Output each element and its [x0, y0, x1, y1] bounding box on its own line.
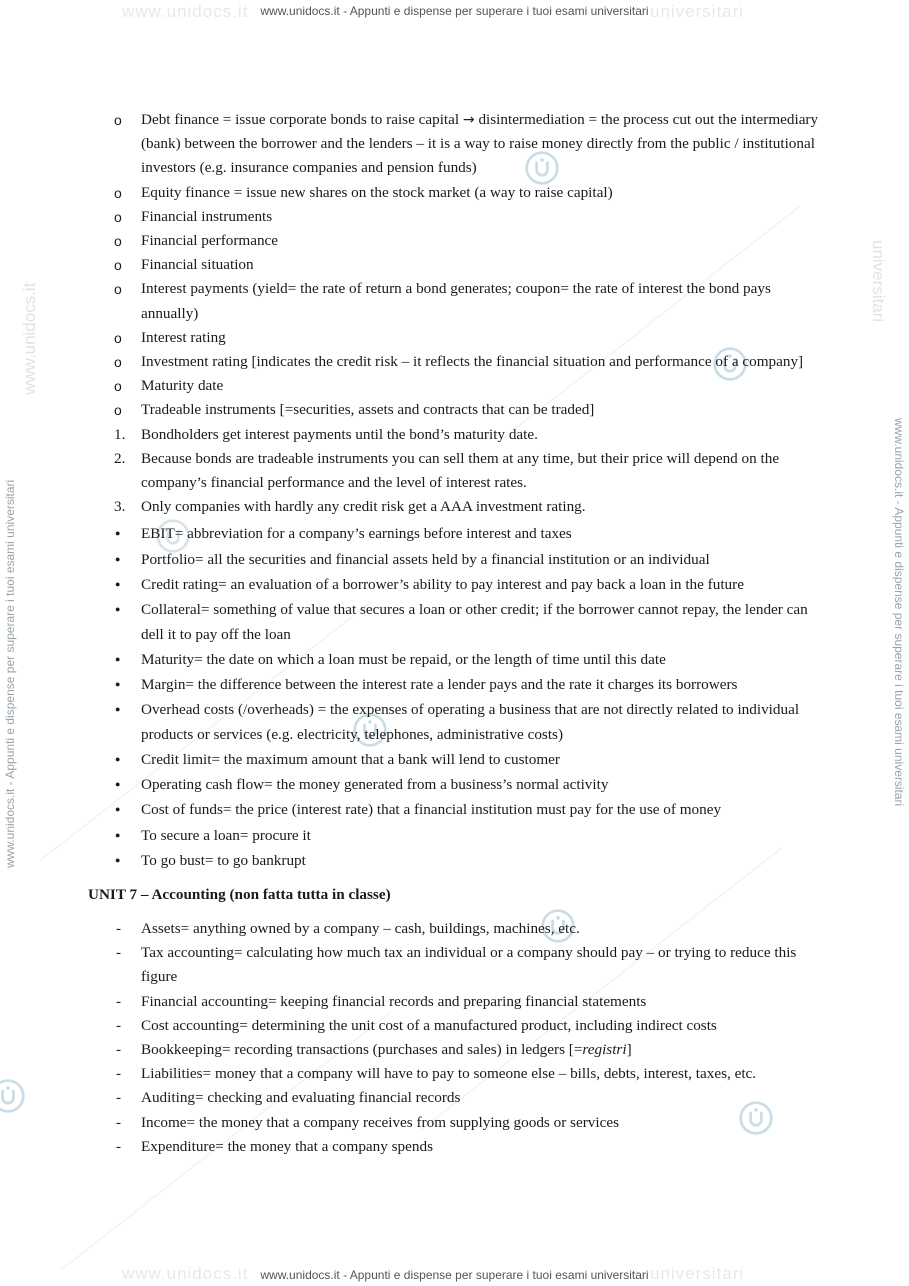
bullet-marker: ●	[115, 653, 121, 664]
list-item-text: Overhead costs (/overheads) = the expenses of operating a business that are not directly related to individual products or services (e.g. electricity, telephones, administrative costs)	[141, 701, 800, 744]
list-item	[0, 1135, 909, 1159]
bullet-marker: ●	[115, 679, 121, 690]
list-item-text: Bondholders get interest payments until the bond’s maturity date.	[141, 425, 538, 443]
footer-watermark[interactable]: www.unidocs.it - Appunti e dispense per superare i tuoi esami universitari	[260, 1268, 649, 1282]
circle-marker: o	[114, 281, 122, 298]
list-item	[0, 823, 909, 848]
bullet-list	[0, 521, 909, 872]
list-item-text: ]	[626, 1040, 632, 1058]
list-item	[0, 1111, 909, 1135]
circle-marker: o	[114, 329, 122, 346]
list-item	[0, 672, 909, 697]
list-item-text: Bookkeeping= recording transactions (purchases and sales) in ledgers [=	[141, 1040, 583, 1058]
dash-marker: -	[116, 1137, 122, 1155]
bullet-marker: ●	[115, 528, 121, 539]
list-item-text: Margin= the difference between the interest rate a lender pays and the rate it charges its borrowers	[141, 676, 738, 694]
list-item-text: Expenditure= the money that a company spends	[141, 1137, 433, 1155]
list-item-text: Maturity= the date on which a loan must be repaid, or the length of time until this date	[141, 650, 666, 668]
list-item	[0, 941, 909, 989]
circle-marker: o	[114, 378, 122, 395]
bullet-marker: ●	[115, 754, 121, 765]
bullet-marker: ●	[115, 578, 121, 589]
circle-marker: o	[114, 257, 122, 274]
list-item	[0, 521, 909, 546]
list-item-text: To go bust= to go bankrupt	[141, 851, 306, 869]
list-item	[0, 597, 909, 647]
list-item-text: To secure a loan= procure it	[141, 826, 311, 844]
list-item-text: Tradeable instruments [=securities, assets and contracts that can be traded]	[141, 401, 595, 419]
list-item-text: Assets= anything owned by a company – cash, buildings, machines, etc.	[141, 919, 580, 937]
list-item-text: Auditing= checking and evaluating financial records	[141, 1089, 461, 1107]
circle-marker: o	[114, 233, 122, 250]
list-item	[0, 1086, 909, 1110]
list-item	[0, 277, 909, 325]
dash-marker: -	[116, 1065, 122, 1083]
circle-marker: o	[114, 184, 122, 201]
list-item	[0, 1062, 909, 1086]
list-item-text: Debt finance = issue corporate bonds to raise capital	[141, 111, 463, 128]
list-item	[0, 797, 909, 822]
bullet-marker: ●	[115, 854, 121, 865]
list-item-text: Collateral= something of value that secures a loan or other credit; if the borrower cannot repay, the lender can dell it to pay off the loan	[141, 600, 808, 643]
list-item-text: Cost of funds= the price (interest rate) that a financial institution must pay for the use of money	[141, 801, 722, 819]
dash-marker: -	[116, 1089, 122, 1107]
list-item-text: Liabilities= money that a company will have to pay to someone else – bills, debts, interest, taxes, etc.	[141, 1065, 757, 1083]
side-watermark-left: www.unidocs.it - Appunti e dispense per superare i tuoi esami universitari	[3, 479, 17, 868]
list-item-text: Credit rating= an evaluation of a borrower’s ability to pay interest and pay back a loan in the future	[141, 575, 744, 593]
list-item	[0, 326, 909, 350]
list-item	[0, 423, 909, 447]
list-item-text: Operating cash flow= the money generated from a business’s normal activity	[141, 776, 609, 794]
circle-marker: o	[114, 354, 122, 371]
list-item	[0, 917, 909, 941]
side-watermark-ghost: www.unidocs.it	[20, 282, 39, 395]
list-item-text: Financial performance	[141, 232, 279, 250]
list-item	[0, 181, 909, 205]
number-marker: 3.	[114, 498, 126, 516]
list-item	[0, 447, 909, 495]
dash-list	[0, 917, 909, 1159]
list-item	[0, 350, 909, 374]
list-item-text: Because bonds are tradeable instruments you can sell them at any time, but their price will depend on the company’s financial performance and the level of interest rates.	[141, 449, 780, 492]
list-item-text: disintermediation = the process cut out the intermediary (bank) between the borrower and the lenders – it is a way to raise money directly from the public / institutional investors (e.g. insurance companies and pension funds)	[141, 111, 819, 177]
arrow-right-icon: →	[462, 112, 475, 128]
dash-marker: -	[116, 1016, 122, 1034]
list-item	[0, 747, 909, 772]
circle-marker: o	[114, 112, 122, 128]
document-body	[0, 108, 909, 1159]
list-item	[0, 253, 909, 277]
list-item-text: Cost accounting= determining the unit cost of a manufactured product, including indirect costs	[141, 1016, 717, 1034]
list-item	[0, 1038, 909, 1062]
dash-marker: -	[116, 992, 122, 1010]
unit7-heading: UNIT 7 – Accounting (non fatta tutta in classe)	[88, 885, 391, 903]
number-marker: 1.	[114, 425, 126, 443]
list-item-text: Interest payments (yield= the rate of return a bond generates; coupon= the rate of interest the bond pays annually)	[141, 280, 771, 322]
bullet-marker: ●	[115, 804, 121, 815]
list-item-text: Income= the money that a company receives from supplying goods or services	[141, 1113, 619, 1131]
circle-marker: o	[114, 208, 122, 225]
list-item	[0, 205, 909, 229]
list-item-text: Portfolio= all the securities and financial assets held by a financial institution or an individual	[141, 550, 710, 568]
list-item-text: Investment rating [indicates the credit risk – it reflects the financial situation and performance of a company]	[141, 353, 804, 371]
list-item	[0, 647, 909, 672]
bullet-marker: ●	[115, 779, 121, 790]
list-item-text: Financial instruments	[141, 207, 273, 225]
list-item-text: Credit limit= the maximum amount that a bank will lend to customer	[141, 751, 560, 769]
list-item-text: EBIT= abbreviation for a company’s earnings before interest and taxes	[141, 525, 572, 543]
list-item	[0, 697, 909, 747]
dash-marker: -	[116, 944, 122, 962]
circle-list	[0, 108, 909, 423]
list-item	[0, 398, 909, 422]
side-watermark-right: www.unidocs.it - Appunti e dispense per superare i tuoi esami universitari	[892, 418, 906, 807]
dash-marker: -	[116, 1040, 122, 1058]
list-item-text: Equity finance = issue new shares on the stock market (a way to raise capital)	[141, 183, 613, 201]
list-item	[0, 108, 909, 181]
list-item	[0, 547, 909, 572]
list-item-text: Interest rating	[141, 328, 226, 346]
dash-marker: -	[116, 919, 122, 937]
list-item	[0, 495, 909, 519]
watermark-ghost: www.unidocs.it	[122, 1264, 249, 1283]
italic-term: registri	[582, 1040, 627, 1058]
list-item-text: Financial accounting= keeping financial records and preparing financial statements	[141, 992, 647, 1010]
watermark-ghost: universitari	[650, 1264, 745, 1283]
bullet-marker: ●	[115, 603, 121, 614]
list-item-text: Financial situation	[141, 256, 254, 274]
bullet-marker: ●	[115, 704, 121, 715]
list-item-text: Tax accounting= calculating how much tax an individual or a company should pay – or trying to reduce this figure	[141, 944, 797, 986]
list-item-text: Maturity date	[141, 377, 224, 395]
list-item	[0, 1014, 909, 1038]
list-item-text: Only companies with hardly any credit risk get a AAA investment rating.	[141, 498, 586, 516]
list-item	[0, 374, 909, 398]
list-item	[0, 572, 909, 597]
watermark-ghost: www.unidocs.it	[122, 2, 249, 21]
list-item	[0, 229, 909, 253]
numbered-list	[0, 423, 909, 520]
dash-marker: -	[116, 1113, 122, 1131]
watermark-ghost: universitari	[650, 2, 745, 21]
bullet-marker: ●	[115, 829, 121, 840]
circle-marker: o	[114, 402, 122, 419]
list-item	[0, 772, 909, 797]
number-marker: 2.	[114, 449, 126, 467]
list-item	[0, 848, 909, 873]
side-watermark-ghost: universitari	[869, 240, 888, 323]
header-watermark[interactable]: www.unidocs.it - Appunti e dispense per superare i tuoi esami universitari	[260, 4, 649, 18]
list-item	[0, 990, 909, 1014]
bullet-marker: ●	[115, 553, 121, 564]
